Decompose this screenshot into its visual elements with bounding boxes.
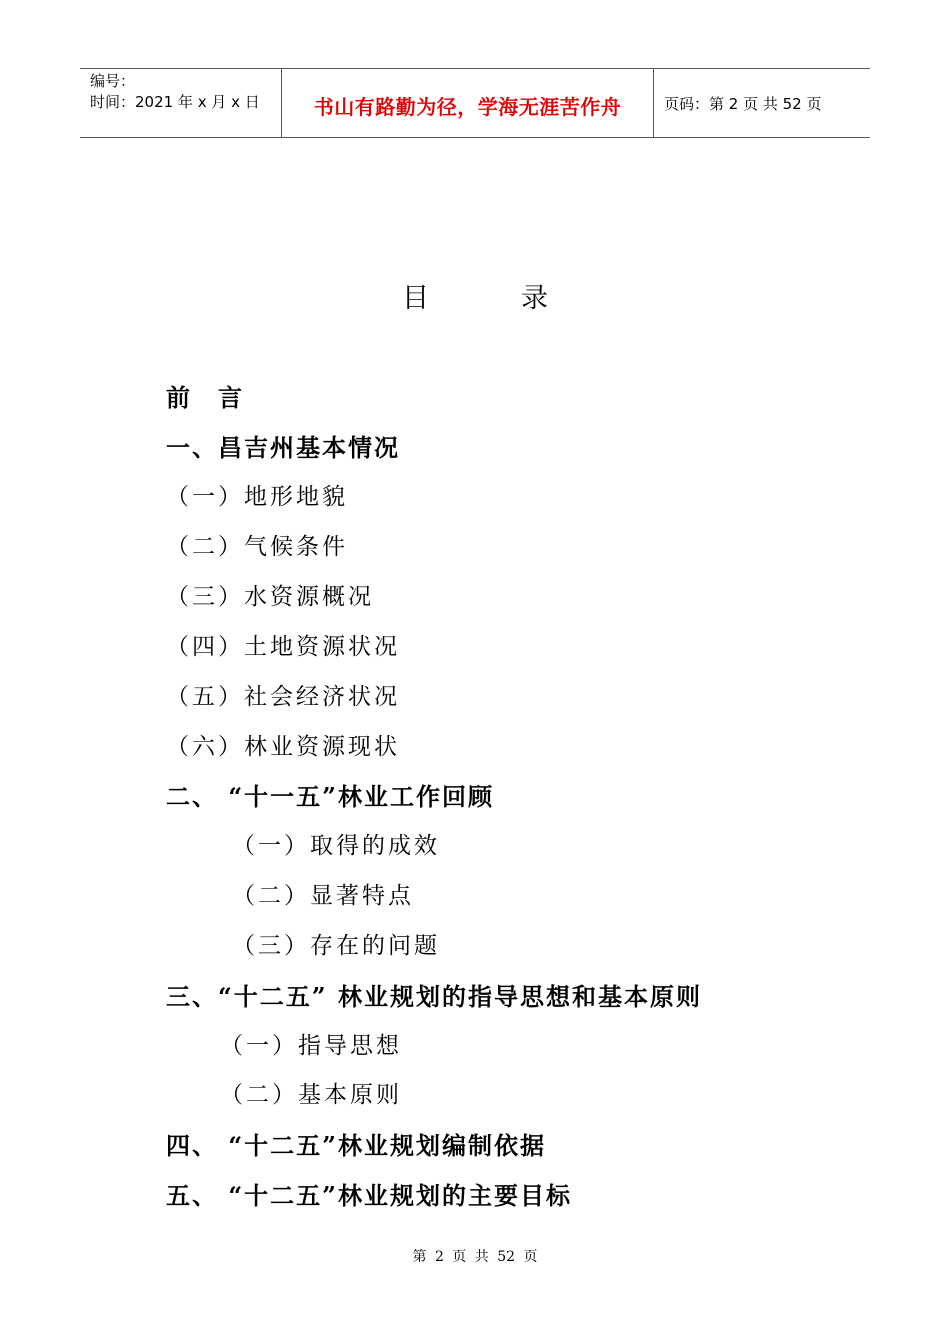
toc-entry-1-1[interactable]: （一）地形地貌: [166, 484, 348, 510]
header-meta-cell: [80, 69, 282, 137]
toc-entry-section-5[interactable]: 五、 “十二五”林业规划的主要目标: [166, 1181, 572, 1210]
header-motto: 书山有路勤为径，学海无涯苦作舟: [313, 95, 622, 119]
toc-title: [0, 276, 950, 315]
toc-entry-2-2[interactable]: （二）显著特点: [232, 883, 414, 909]
toc-entry-3-2[interactable]: （二）基本原则: [220, 1082, 402, 1108]
page-footer: 第 2 页 共 52 页: [412, 1249, 538, 1265]
toc-entry-section-1[interactable]: 一、昌吉州基本情况: [166, 433, 400, 462]
toc-entry-section-3[interactable]: 三、“十二五” 林业规划的指导思想和基本原则: [166, 982, 702, 1011]
document-number-label: 编号：: [90, 72, 136, 90]
toc-entry-1-5[interactable]: （五）社会经济状况: [166, 684, 400, 710]
toc-entry-section-4[interactable]: 四、 “十二五”林业规划编制依据: [166, 1131, 546, 1160]
toc-title-char-1: 目: [402, 283, 429, 314]
page-header: [80, 68, 870, 138]
toc-title-char-2: 录: [521, 283, 548, 314]
toc-entry-2-1[interactable]: （一）取得的成效: [232, 833, 440, 859]
toc-entry-1-6[interactable]: （六）林业资源现状: [166, 734, 400, 760]
header-motto-cell: [282, 69, 654, 137]
toc-entry-3-1[interactable]: （一）指导思想: [220, 1033, 402, 1059]
toc-entry-section-2[interactable]: 二、 “十一五”林业工作回顾: [166, 782, 494, 811]
document-time-label: 时间：2021 年 x 月 x 日: [90, 93, 260, 111]
header-page-cell: [654, 69, 870, 137]
toc-entry-1-4[interactable]: （四）土地资源状况: [166, 634, 400, 660]
toc-entry-2-3[interactable]: （三）存在的问题: [232, 933, 440, 959]
toc-entry-preface[interactable]: 前 言: [166, 383, 244, 412]
toc-entry-1-2[interactable]: （二）气候条件: [166, 534, 348, 560]
toc-entry-1-3[interactable]: （三）水资源概况: [166, 584, 374, 610]
header-page-info: 页码：第 2 页 共 52 页: [664, 95, 822, 113]
